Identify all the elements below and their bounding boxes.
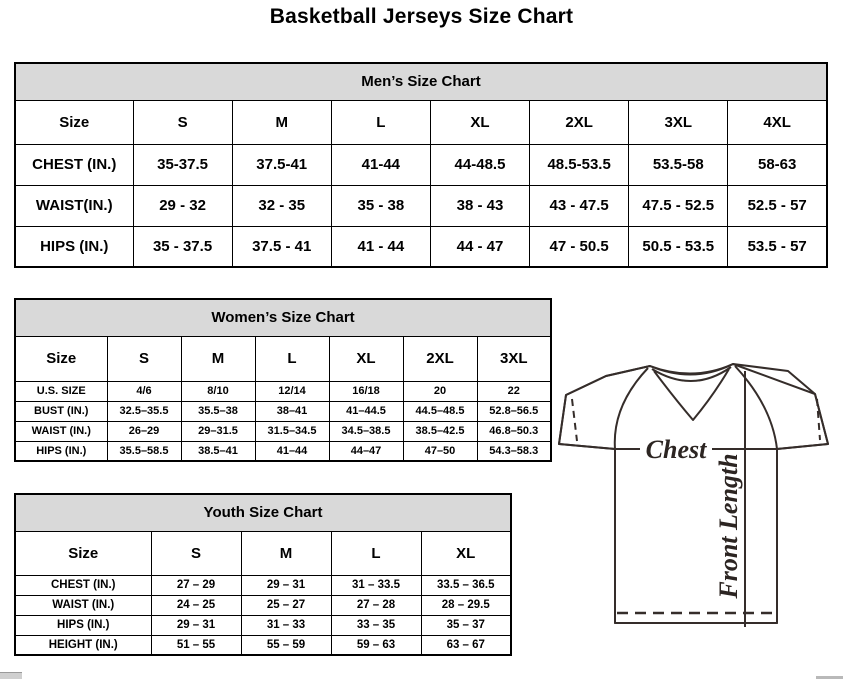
row-label: WAIST(IN.) <box>15 185 133 226</box>
size-column-header: 4XL <box>728 100 827 144</box>
value-cell: 34.5–38.5 <box>329 421 403 441</box>
table-row <box>15 381 551 401</box>
row-label: HIPS (IN.) <box>15 441 107 461</box>
value-cell: 44 - 47 <box>430 226 529 267</box>
size-column-header: L <box>255 336 329 381</box>
page-title: Basketball Jerseys Size Chart <box>269 5 574 28</box>
size-column-header: 2XL <box>403 336 477 381</box>
value-cell: 33 – 35 <box>331 615 421 635</box>
value-cell: 20 <box>403 381 477 401</box>
table-row <box>15 421 551 441</box>
value-cell: 47 - 50.5 <box>530 226 629 267</box>
value-cell: 37.5-41 <box>232 144 331 185</box>
mens-size-table <box>14 62 828 268</box>
value-cell: 35-37.5 <box>133 144 232 185</box>
row-label: CHEST (IN.) <box>15 144 133 185</box>
value-cell: 47–50 <box>403 441 477 461</box>
row-label: HIPS (IN.) <box>15 226 133 267</box>
value-cell: 37.5 - 41 <box>232 226 331 267</box>
value-cell: 59 – 63 <box>331 635 421 655</box>
size-column-header: XL <box>329 336 403 381</box>
chest-label: Chest <box>645 435 707 464</box>
row-label: HEIGHT (IN.) <box>15 635 151 655</box>
value-cell: 25 – 27 <box>241 595 331 615</box>
youth-table-title: Youth Size Chart <box>15 494 511 531</box>
men-table-title: Men’s Size Chart <box>15 63 827 100</box>
value-cell: 51 – 55 <box>151 635 241 655</box>
youth-size-table <box>14 493 512 656</box>
size-header-row <box>15 336 551 381</box>
value-cell: 26–29 <box>107 421 181 441</box>
jersey-shoulder-right <box>733 364 828 449</box>
jersey-seam-left <box>615 368 648 449</box>
value-cell: 35.5–58.5 <box>107 441 181 461</box>
value-cell: 63 – 67 <box>421 635 511 655</box>
row-label: U.S. SIZE <box>15 381 107 401</box>
value-cell: 28 – 29.5 <box>421 595 511 615</box>
value-cell: 29 – 31 <box>151 615 241 635</box>
value-cell: 38.5–42.5 <box>403 421 477 441</box>
sleeve-stitch-left-icon <box>572 399 577 441</box>
value-cell: 4/6 <box>107 381 181 401</box>
value-cell: 53.5-58 <box>629 144 728 185</box>
value-cell: 44.5–48.5 <box>403 401 477 421</box>
value-cell: 29–31.5 <box>181 421 255 441</box>
value-cell: 38 - 43 <box>430 185 529 226</box>
size-column-header: M <box>232 100 331 144</box>
value-cell: 29 - 32 <box>133 185 232 226</box>
women-table-title: Women’s Size Chart <box>15 299 551 336</box>
jersey-outline-icon <box>559 364 828 623</box>
size-column-header: XL <box>430 100 529 144</box>
womens-size-table <box>14 298 552 462</box>
value-cell: 8/10 <box>181 381 255 401</box>
size-header-row <box>15 100 827 144</box>
size-header-row <box>15 531 511 575</box>
men-table-grid <box>14 62 828 268</box>
value-cell: 24 – 25 <box>151 595 241 615</box>
value-cell: 41-44 <box>331 144 430 185</box>
value-cell: 41 - 44 <box>331 226 430 267</box>
size-column-header: 3XL <box>629 100 728 144</box>
value-cell: 27 – 29 <box>151 575 241 595</box>
table-row <box>15 401 551 421</box>
size-column-header: L <box>331 531 421 575</box>
value-cell: 52.5 - 57 <box>728 185 827 226</box>
value-cell: 46.8–50.3 <box>477 421 551 441</box>
women-table-grid <box>14 298 552 462</box>
value-cell: 33.5 – 36.5 <box>421 575 511 595</box>
value-cell: 29 – 31 <box>241 575 331 595</box>
value-cell: 55 – 59 <box>241 635 331 655</box>
value-cell: 38–41 <box>255 401 329 421</box>
table-row <box>15 615 511 635</box>
jersey-measurement-diagram <box>556 358 840 630</box>
value-cell: 32 - 35 <box>232 185 331 226</box>
table-row <box>15 441 551 461</box>
value-cell: 50.5 - 53.5 <box>629 226 728 267</box>
size-label-cell: Size <box>15 336 107 381</box>
value-cell: 31 – 33 <box>241 615 331 635</box>
table-row <box>15 226 827 267</box>
size-column-header: S <box>107 336 181 381</box>
value-cell: 44–47 <box>329 441 403 461</box>
value-cell: 35 - 38 <box>331 185 430 226</box>
row-label: WAIST (IN.) <box>15 595 151 615</box>
row-label: BUST (IN.) <box>15 401 107 421</box>
table-row <box>15 635 511 655</box>
value-cell: 32.5–35.5 <box>107 401 181 421</box>
jersey-shoulder-left <box>559 366 650 449</box>
value-cell: 16/18 <box>329 381 403 401</box>
value-cell: 35 – 37 <box>421 615 511 635</box>
front-length-label: Front Length <box>714 453 743 599</box>
value-cell: 58-63 <box>728 144 827 185</box>
value-cell: 48.5-53.5 <box>530 144 629 185</box>
value-cell: 35.5–38 <box>181 401 255 421</box>
value-cell: 12/14 <box>255 381 329 401</box>
value-cell: 43 - 47.5 <box>530 185 629 226</box>
table-row <box>15 144 827 185</box>
size-column-header: M <box>241 531 331 575</box>
value-cell: 52.8–56.5 <box>477 401 551 421</box>
value-cell: 31 – 33.5 <box>331 575 421 595</box>
size-label-cell: Size <box>15 100 133 144</box>
size-column-header: S <box>133 100 232 144</box>
value-cell: 47.5 - 52.5 <box>629 185 728 226</box>
value-cell: 35 - 37.5 <box>133 226 232 267</box>
size-column-header: XL <box>421 531 511 575</box>
scrollbar-fragment-left <box>0 672 22 679</box>
jersey-body <box>615 449 777 623</box>
row-label: HIPS (IN.) <box>15 615 151 635</box>
value-cell: 41–44 <box>255 441 329 461</box>
value-cell: 44-48.5 <box>430 144 529 185</box>
value-cell: 22 <box>477 381 551 401</box>
size-column-header: 3XL <box>477 336 551 381</box>
row-label: CHEST (IN.) <box>15 575 151 595</box>
size-column-header: S <box>151 531 241 575</box>
value-cell: 53.5 - 57 <box>728 226 827 267</box>
size-column-header: L <box>331 100 430 144</box>
size-column-header: M <box>181 336 255 381</box>
value-cell: 41–44.5 <box>329 401 403 421</box>
table-row <box>15 575 511 595</box>
size-column-header: 2XL <box>530 100 629 144</box>
collar-outer-curve <box>650 364 733 374</box>
youth-table-grid <box>14 493 512 656</box>
value-cell: 38.5–41 <box>181 441 255 461</box>
row-label: WAIST (IN.) <box>15 421 107 441</box>
size-label-cell: Size <box>15 531 151 575</box>
value-cell: 27 – 28 <box>331 595 421 615</box>
value-cell: 54.3–58.3 <box>477 441 551 461</box>
table-row <box>15 595 511 615</box>
value-cell: 31.5–34.5 <box>255 421 329 441</box>
table-row <box>15 185 827 226</box>
